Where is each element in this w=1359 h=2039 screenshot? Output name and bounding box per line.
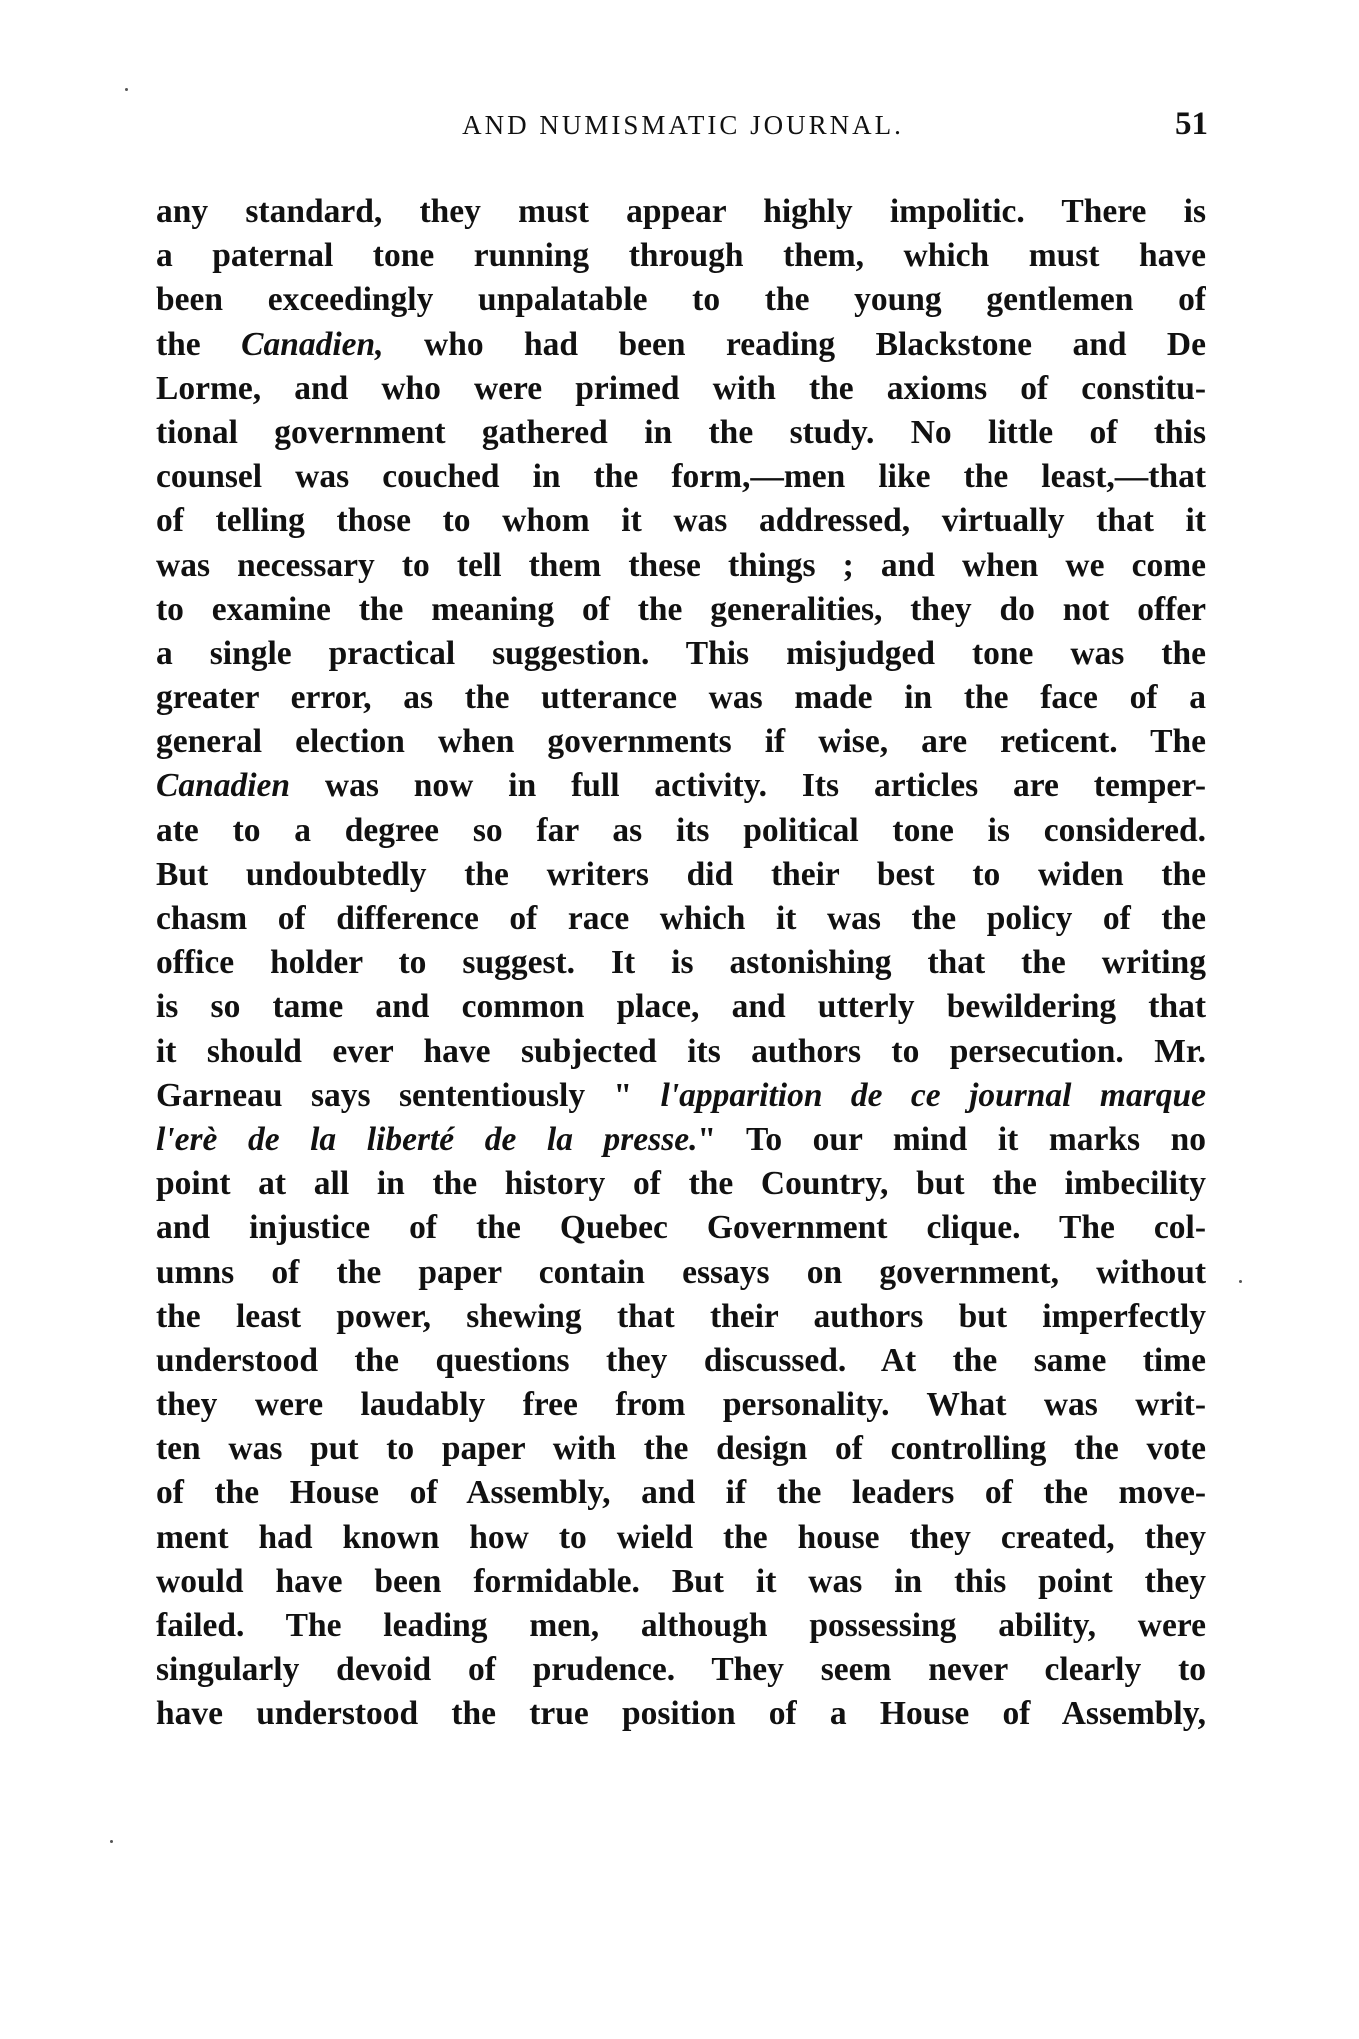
text-line: [156, 853, 1206, 897]
print-speck: [110, 1840, 113, 1843]
text-run: it should ever have subjected its authors to persecution. Mr.: [156, 1032, 1206, 1070]
text-run: a paternal tone running through them, which must have: [156, 237, 1206, 275]
text-line: [156, 1471, 1206, 1515]
print-speck: [1239, 1280, 1242, 1283]
text-run: ten was put to paper with the design of controlling the vote: [156, 1430, 1206, 1468]
text-line: [156, 1383, 1206, 1427]
text-run: ate to a degree so far as its political tone is considered.: [156, 811, 1206, 849]
text-line: [156, 499, 1206, 543]
text-line: [156, 1206, 1206, 1250]
text-line: [156, 1118, 1206, 1162]
text-run: they were laudably free from personality. What was writ-: [156, 1386, 1206, 1424]
text-run: singularly devoid of prudence. They seem never clearly to: [156, 1651, 1206, 1689]
body-text: [156, 190, 1206, 1737]
text-line: [156, 720, 1206, 764]
italic-text: l'apparition de ce journal marque: [660, 1076, 1206, 1114]
italic-text: Canadien,: [241, 325, 384, 363]
text-line: [156, 985, 1206, 1029]
text-run: But undoubtedly the writers did their best to widen the: [156, 855, 1206, 893]
text-run: tional government gathered in the study. No little of this: [156, 413, 1206, 451]
text-run: Garneau says sententiously ": [156, 1076, 661, 1114]
text-run: to examine the meaning of the generalities, they do not offer: [156, 590, 1206, 628]
text-line: [156, 234, 1206, 278]
print-speck: [125, 88, 128, 91]
text-run: a single practical suggestion. This misjudged tone was the: [156, 634, 1206, 672]
text-run: was necessary to tell them these things ; and when we come: [156, 546, 1206, 584]
text-line: [156, 190, 1206, 234]
text-run: general election when governments if wise, are reticent. The: [156, 723, 1206, 761]
page-number: 51: [1175, 106, 1208, 142]
text-line: [156, 632, 1206, 676]
text-line: [156, 278, 1206, 322]
text-line: [156, 1604, 1206, 1648]
text-line: [156, 1648, 1206, 1692]
text-run: understood the questions they discussed. At the same time: [156, 1341, 1206, 1379]
text-line: [156, 588, 1206, 632]
text-line: [156, 455, 1206, 499]
text-run: and injustice of the Quebec Government clique. The col-: [156, 1209, 1206, 1247]
text-line: [156, 809, 1206, 853]
italic-text: Canadien: [156, 767, 291, 805]
text-line: [156, 1162, 1206, 1206]
text-line: [156, 941, 1206, 985]
text-line: [156, 764, 1206, 808]
text-run: the least power, shewing that their authors but imperfectly: [156, 1297, 1206, 1335]
text-run: any standard, they must appear highly impolitic. There is: [156, 193, 1206, 230]
text-line: [156, 1030, 1206, 1074]
text-line: [156, 1692, 1206, 1736]
text-line: [156, 1516, 1206, 1560]
text-line: [156, 367, 1206, 411]
text-run: " To our mind it marks no: [697, 1120, 1206, 1158]
text-run: the: [156, 325, 242, 363]
text-run: office holder to suggest. It is astonishing that the writing: [156, 944, 1206, 982]
text-line: [156, 323, 1206, 367]
text-run: been exceedingly unpalatable to the young gentlemen of: [156, 281, 1206, 319]
text-run: of telling those to whom it was addressed, virtually that it: [156, 502, 1206, 540]
text-run: point at all in the history of the Country, but the imbecility: [156, 1165, 1206, 1203]
text-run: failed. The leading men, although possessing ability, were: [156, 1607, 1206, 1644]
text-line: [156, 1339, 1206, 1383]
text-line: [156, 897, 1206, 941]
text-run: Lorme, and who were primed with the axioms of constitu-: [156, 369, 1206, 407]
text-run: chasm of difference of race which it was the policy of the: [156, 900, 1206, 937]
text-run: ment had known how to wield the house they created, they: [156, 1518, 1206, 1556]
text-line: [156, 676, 1206, 720]
text-line: [156, 1074, 1206, 1118]
text-run: have understood the true position of a House of Assembly,: [156, 1695, 1206, 1733]
text-run: counsel was couched in the form,—men like the least,—that: [156, 458, 1206, 496]
text-run: was now in full activity. Its articles are temper-: [290, 767, 1206, 805]
text-run: greater error, as the utterance was made in the face of a: [156, 679, 1206, 717]
italic-text: l'erè de la liberté de la presse.: [156, 1120, 698, 1158]
text-run: is so tame and common place, and utterly bewildering that: [156, 988, 1206, 1026]
text-run: would have been formidable. But it was in this point they: [156, 1562, 1206, 1600]
text-line: [156, 1295, 1206, 1339]
text-run: who had been reading Blackstone and De: [383, 325, 1206, 363]
text-line: [156, 544, 1206, 588]
text-line: [156, 1560, 1206, 1604]
text-line: [156, 411, 1206, 455]
running-head: [158, 106, 1208, 154]
text-run: umns of the paper contain essays on government, without: [156, 1253, 1206, 1291]
running-title: AND NUMISMATIC JOURNAL.: [462, 110, 904, 140]
text-run: of the House of Assembly, and if the leaders of the move-: [156, 1474, 1206, 1512]
text-line: [156, 1427, 1206, 1471]
text-line: [156, 1251, 1206, 1295]
